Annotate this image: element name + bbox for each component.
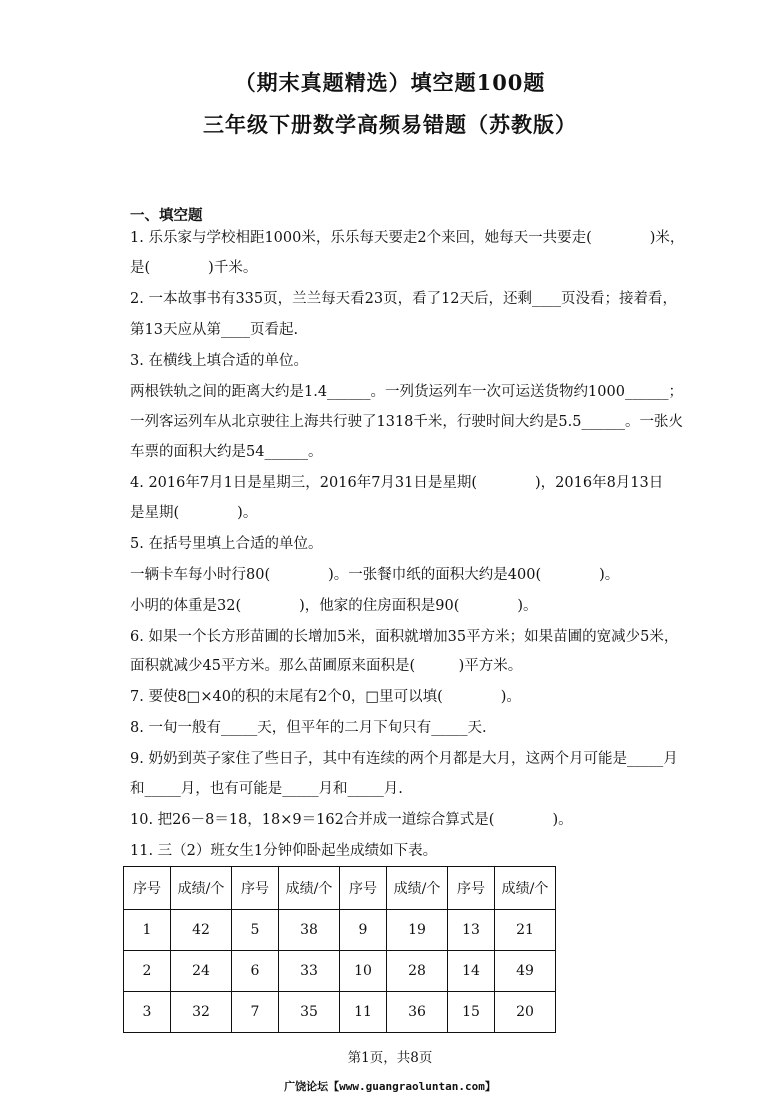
watermark-text: 广饶论坛【www.guangraoluntan.com】 [284, 1080, 496, 1093]
table-cell: 15 [448, 992, 495, 1033]
question-line: 8. 一旬一般有_____天，但平年的二月下旬只有_____天. [130, 720, 487, 736]
table-header-cell: 序号 [340, 867, 387, 910]
question-line: 2. 一本故事书有335页，兰兰每天看23页，看了12天后，还剩____页没看；接着看， [130, 291, 678, 307]
question-line: 9. 奶奶到英子家住了些日子，其中有连续的两个月都是大月，这两个月可能是_____月 [130, 751, 678, 767]
question-line: 1. 乐乐家与学校相距1000米，乐乐每天要走2个来回，她每天一共要走( )米， [130, 230, 685, 246]
document-subtitle: 三年级下册数学高频易错题（苏教版） [203, 112, 577, 137]
question-line: 第13天应从第____页看起. [130, 322, 299, 338]
table-cell: 10 [340, 951, 387, 992]
table-cell: 5 [232, 910, 279, 951]
table-cell: 20 [495, 992, 556, 1033]
table-header-row [124, 867, 556, 910]
table-cell: 1 [124, 910, 171, 951]
question-line: 面积就减少45平方米。那么苗圃原来面积是( )平方米。 [130, 658, 523, 674]
question-line: 4. 2016年7月1日是星期三，2016年7月31日是星期( )，2016年8月13日 [130, 475, 664, 491]
question-line: 3. 在横线上填合适的单位。 [130, 353, 308, 369]
table-cell: 32 [171, 992, 232, 1033]
section-heading: 一、填空题 [130, 207, 203, 224]
question-line: 是星期( )。 [130, 505, 258, 521]
question-line: 5. 在括号里填上合适的单位。 [130, 536, 323, 552]
question-line: 小明的体重是32( )，他家的住房面积是90( )。 [130, 598, 538, 614]
table-cell: 49 [495, 951, 556, 992]
table-cell: 2 [124, 951, 171, 992]
question-line: 是( )千米。 [130, 260, 258, 276]
table-header-cell: 序号 [448, 867, 495, 910]
table-header-cell: 序号 [124, 867, 171, 910]
table-row [124, 992, 556, 1033]
table-cell: 33 [279, 951, 340, 992]
table-cell: 42 [171, 910, 232, 951]
table-cell: 38 [279, 910, 340, 951]
question-line: 一列客运列车从北京驶往上海共行驶了1318千米，行驶时间大约是5.5______。一张火 [130, 414, 683, 430]
question-line: 11. 三（2）班女生1分钟仰卧起坐成绩如下表。 [130, 843, 438, 859]
table-header-cell: 成绩/个 [279, 867, 340, 910]
table-header-cell: 序号 [232, 867, 279, 910]
table-cell: 7 [232, 992, 279, 1033]
question-line: 7. 要使8□×40的积的末尾有2个0，□里可以填( )。 [130, 689, 521, 705]
question-line: 车票的面积大约是54______。 [130, 444, 323, 460]
question-line: 10. 把26－8＝18，18×9＝162合并成一道综合算式是( )。 [130, 812, 573, 828]
table-cell: 3 [124, 992, 171, 1033]
score-table [123, 866, 556, 1033]
table-cell: 21 [495, 910, 556, 951]
table-header-cell: 成绩/个 [495, 867, 556, 910]
table-row [124, 951, 556, 992]
table-cell: 9 [340, 910, 387, 951]
table-cell: 28 [387, 951, 448, 992]
table-cell: 19 [387, 910, 448, 951]
question-line: 一辆卡车每小时行80( )。一张餐巾纸的面积大约是400( )。 [130, 567, 620, 583]
table-cell: 6 [232, 951, 279, 992]
table-header-cell: 成绩/个 [387, 867, 448, 910]
table-cell: 13 [448, 910, 495, 951]
table-header-cell: 成绩/个 [171, 867, 232, 910]
table-cell: 14 [448, 951, 495, 992]
table-cell: 11 [340, 992, 387, 1033]
table-cell: 35 [279, 992, 340, 1033]
question-line: 两根铁轨之间的距离大约是1.4______。一列货运列车一次可运送货物约1000______； [130, 384, 683, 400]
document-title: （期末真题精选）填空题100题 [234, 70, 546, 95]
table-cell: 24 [171, 951, 232, 992]
table-row [124, 910, 556, 951]
question-line: 6. 如果一个长方形苗圃的长增加5米，面积就增加35平方米；如果苗圃的宽减少5米， [130, 629, 679, 645]
page-number: 第1页，共8页 [347, 1050, 433, 1066]
question-line: 和_____月，也有可能是_____月和_____月. [130, 781, 403, 797]
table-cell: 36 [387, 992, 448, 1033]
